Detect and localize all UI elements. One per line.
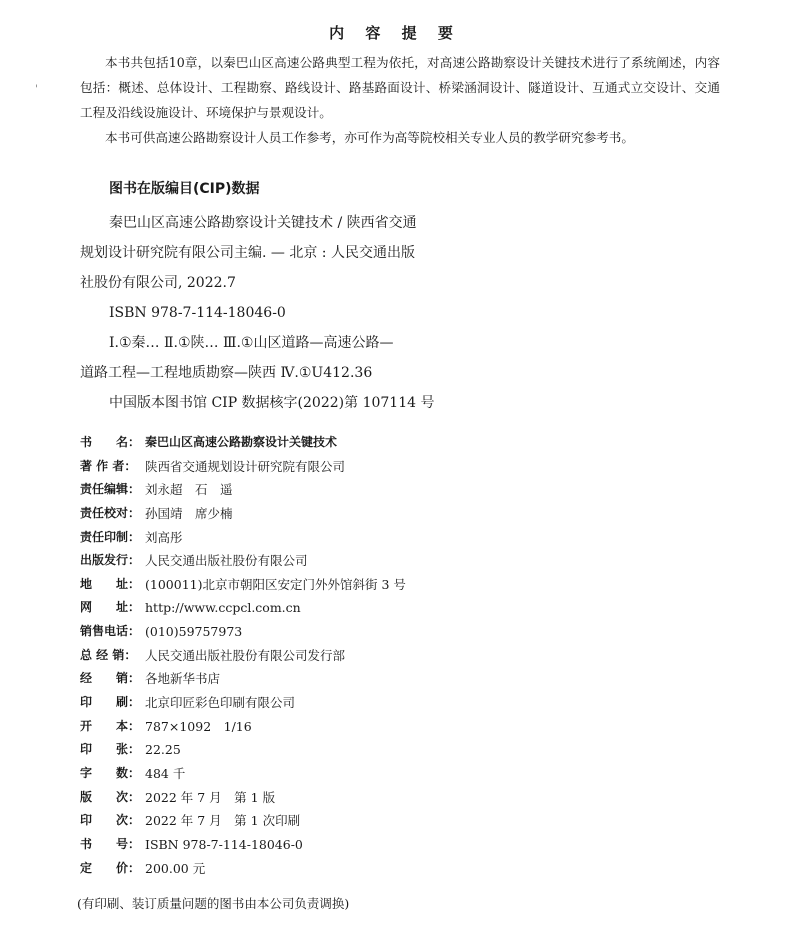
cip-block xyxy=(80,208,480,418)
colophon-value: http://www.ccpcl.com.cn xyxy=(145,600,301,616)
colophon-label: 开 本： xyxy=(80,718,141,733)
summary-paragraph: 本书可供高速公路勘察设计人员工作参考，亦可作为高等院校相关专业人员的教学研究参考书。 xyxy=(105,130,634,145)
quality-note: (有印刷、装订质量问题的图书由本公司负责调换) xyxy=(77,896,350,911)
cip-line: 道路工程—工程地质勘察—陕西 Ⅳ.①U412.36 xyxy=(80,365,373,381)
colophon-row-title xyxy=(80,431,740,455)
colophon-label: 印 次： xyxy=(80,813,141,828)
colophon-label: 版 次： xyxy=(80,789,141,804)
colophon-value: 刘永超 石 遥 xyxy=(145,482,233,498)
colophon-value: 刘高彤 xyxy=(145,529,183,545)
colophon-row-print-supervisor xyxy=(80,526,740,550)
colophon-row-editor xyxy=(80,478,740,502)
colophon-row-wordcount xyxy=(80,762,740,786)
colophon-row-sheets xyxy=(80,738,740,762)
colophon-row-printing xyxy=(80,809,740,833)
colophon-row-format xyxy=(80,715,740,739)
colophon-label: 书 名： xyxy=(80,435,141,449)
colophon-row-proofreader xyxy=(80,502,740,526)
colophon-label: 书 号： xyxy=(80,836,141,851)
colophon-label: 印 张： xyxy=(80,742,141,757)
cip-line: 中国版本图书馆 CIP 数据核字(2022)第 107114 号 xyxy=(109,395,435,411)
colophon-label: 定 价： xyxy=(80,860,141,875)
colophon-label: 字 数： xyxy=(80,765,141,780)
colophon-value: 秦巴山区高速公路勘察设计关键技术 xyxy=(145,435,338,449)
colophon-label: 销售电话： xyxy=(80,624,141,639)
colophon-row-seller xyxy=(80,667,740,691)
colophon-value: 200.00 元 xyxy=(145,860,206,876)
colophon-value: 2022 年 7 月 第 1 版 xyxy=(145,789,276,805)
colophon-value: 陕西省交通规划设计研究院有限公司 xyxy=(145,458,346,474)
colophon-row-website xyxy=(80,596,740,620)
colophon-label: 印 刷： xyxy=(80,695,141,710)
cip-line: ISBN 978-7-114-18046-0 xyxy=(109,305,286,321)
colophon-value: 484 千 xyxy=(145,765,186,781)
colophon-label: 责任印制： xyxy=(80,529,141,544)
colophon-label: 责任校对： xyxy=(80,505,141,520)
colophon-row-distributor xyxy=(80,644,740,668)
colophon-row-printer xyxy=(80,691,740,715)
colophon-row-address xyxy=(80,573,740,597)
colophon-row-phone xyxy=(80,620,740,644)
cip-title: 图书在版编目(CIP)数据 xyxy=(109,181,260,197)
colophon-label: 总 经 销： xyxy=(80,647,137,662)
colophon-value: 人民交通出版社股份有限公司发行部 xyxy=(145,647,346,663)
summary-title: 内 容 提 要 xyxy=(329,24,461,42)
colophon-value: (010)59757973 xyxy=(145,624,243,640)
cip-line: 规划设计研究院有限公司主编. — 北京 : 人民交通出版 xyxy=(80,245,415,261)
colophon-value: 各地新华书店 xyxy=(145,671,221,687)
colophon-value: 787×1092 1/16 xyxy=(145,718,252,734)
colophon-row-publisher xyxy=(80,549,740,573)
colophon-value: 2022 年 7 月 第 1 次印刷 xyxy=(145,813,301,829)
colophon-list xyxy=(80,431,740,880)
colophon-value: 22.25 xyxy=(145,742,181,758)
scan-mark: ' xyxy=(35,84,38,95)
colophon-label: 网 址： xyxy=(80,600,141,615)
colophon-row-edition xyxy=(80,786,740,810)
colophon-value: 孙国靖 席少楠 xyxy=(145,505,233,521)
cip-line: 社股份有限公司, 2022.7 xyxy=(80,275,236,291)
colophon-label: 著 作 者： xyxy=(80,458,137,473)
colophon-label: 出版发行： xyxy=(80,553,141,568)
colophon-row-price xyxy=(80,857,740,881)
cip-line: 秦巴山区高速公路勘察设计关键技术 / 陕西省交通 xyxy=(109,215,417,231)
colophon-row-author xyxy=(80,455,740,479)
colophon-row-isbn xyxy=(80,833,740,857)
colophon-label: 地 址： xyxy=(80,576,141,591)
summary-paragraph: 本书共包括10章，以秦巴山区高速公路典型工程为依托，对高速公路勘察设计关键技术进行了系统阐述，内容包括：概述、总体设计、工程勘察、路线设计、路基路面设计、桥梁涵洞设计、隧道设计、互通式立交设计、交通工程及沿线设施设计、环境保护与景观设计。 xyxy=(80,55,720,120)
colophon-value: 北京印匠彩色印刷有限公司 xyxy=(145,695,296,711)
summary-text xyxy=(80,50,720,150)
colophon-label: 经 销： xyxy=(80,671,141,686)
colophon-value: (100011)北京市朝阳区安定门外外馆斜街 3 号 xyxy=(145,576,406,592)
colophon-label: 责任编辑： xyxy=(80,482,141,497)
colophon-value: ISBN 978-7-114-18046-0 xyxy=(145,836,303,852)
cip-line: Ⅰ.①秦… Ⅱ.①陕… Ⅲ.①山区道路—高速公路— xyxy=(109,335,394,351)
colophon-value: 人民交通出版社股份有限公司 xyxy=(145,553,308,569)
